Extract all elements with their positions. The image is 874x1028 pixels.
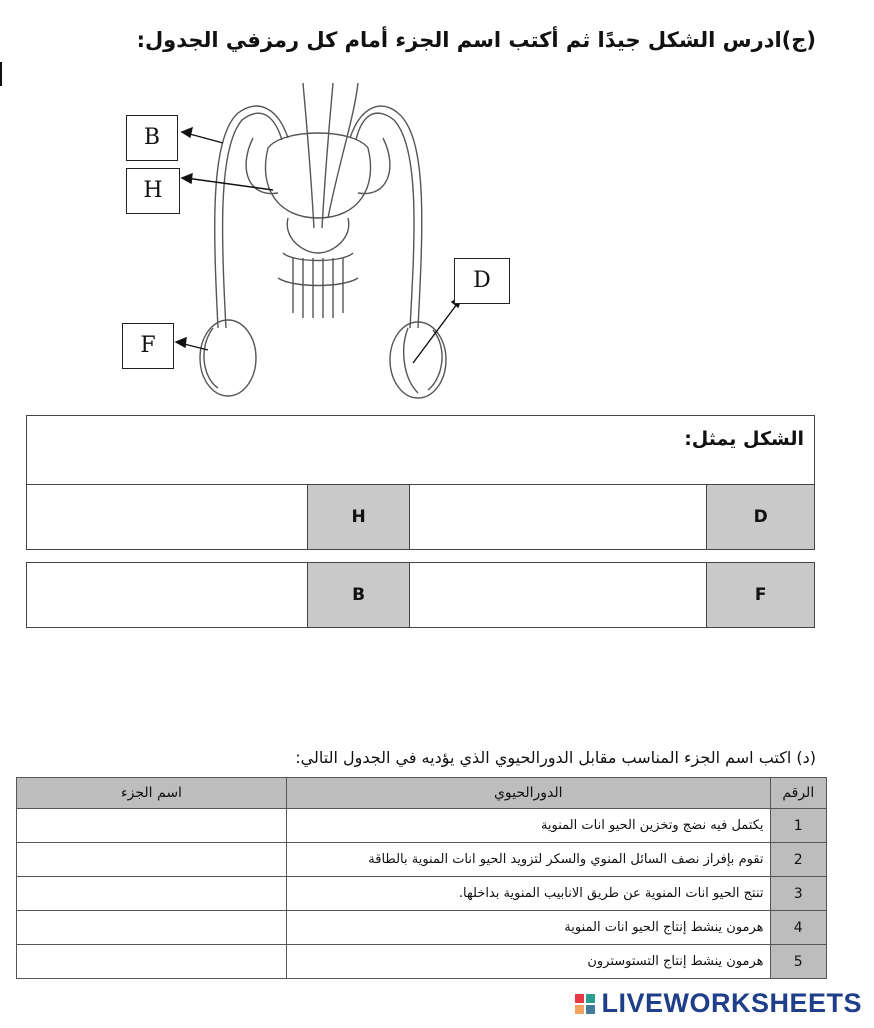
answer-row	[26, 562, 815, 628]
row-number: 2	[770, 843, 826, 877]
role-text: هرمون ينشط إنتاج الحيو انات المنوية	[287, 911, 771, 945]
part-name-input[interactable]	[17, 877, 287, 911]
header-role: الدورالحيوي	[287, 778, 771, 809]
role-text: هرمون ينشط إنتاج التستوسترون	[287, 945, 771, 979]
part-name-input[interactable]	[17, 911, 287, 945]
row-number: 5	[770, 945, 826, 979]
answer-input-d[interactable]	[409, 485, 706, 549]
label-h: H	[126, 168, 180, 214]
answer-input-b[interactable]	[27, 563, 307, 627]
represents-label: الشكل يمثل:	[684, 428, 804, 450]
part-name-input[interactable]	[17, 843, 287, 877]
answer-key-h: H	[307, 485, 409, 549]
part-name-input[interactable]	[17, 809, 287, 843]
row-number: 4	[770, 911, 826, 945]
label-d: D	[454, 258, 510, 304]
table-row	[17, 911, 827, 945]
header-part-name: اسم الجزء	[17, 778, 287, 809]
answer-key-d: D	[706, 485, 814, 549]
represents-box[interactable]	[26, 415, 815, 485]
table-row	[17, 809, 827, 843]
question-d-heading: (د) اكتب اسم الجزء المناسب مقابل الدورالحيوي الذي يؤديه في الجدول التالي:	[295, 748, 816, 767]
roles-table	[16, 777, 827, 979]
part-name-input[interactable]	[17, 945, 287, 979]
table-header-row	[17, 778, 827, 809]
liveworksheets-logo-icon	[575, 994, 595, 1014]
row-number: 1	[770, 809, 826, 843]
answer-key-f: F	[706, 563, 814, 627]
table-row	[17, 843, 827, 877]
table-row	[17, 877, 827, 911]
answer-input-h[interactable]	[27, 485, 307, 549]
role-text: يكتمل فيه نضج وتخزين الحيو انات المنوية	[287, 809, 771, 843]
label-b: B	[126, 115, 178, 161]
liveworksheets-logo	[575, 988, 862, 1019]
label-f: F	[122, 323, 174, 369]
reproductive-system-diagram	[118, 78, 498, 403]
role-text: تنتج الحيو انات المنوية عن طريق الانابيب المنوية بداخلها.	[287, 877, 771, 911]
answer-input-f[interactable]	[409, 563, 706, 627]
answer-row	[26, 484, 815, 550]
table-row	[17, 945, 827, 979]
answer-key-b: B	[307, 563, 409, 627]
question-c-heading: (ج)ادرس الشكل جيدًا ثم أكتب اسم الجزء أمام كل رمزفي الجدول:	[136, 28, 816, 52]
brand-text: LIVEWORKSHEETS	[601, 988, 862, 1018]
header-number: الرقم	[770, 778, 826, 809]
row-number: 3	[770, 877, 826, 911]
text-cursor	[0, 62, 2, 86]
role-text: تقوم بإفراز نصف السائل المنوي والسكر لتزويد الحيو انات المنوية بالطاقة	[287, 843, 771, 877]
